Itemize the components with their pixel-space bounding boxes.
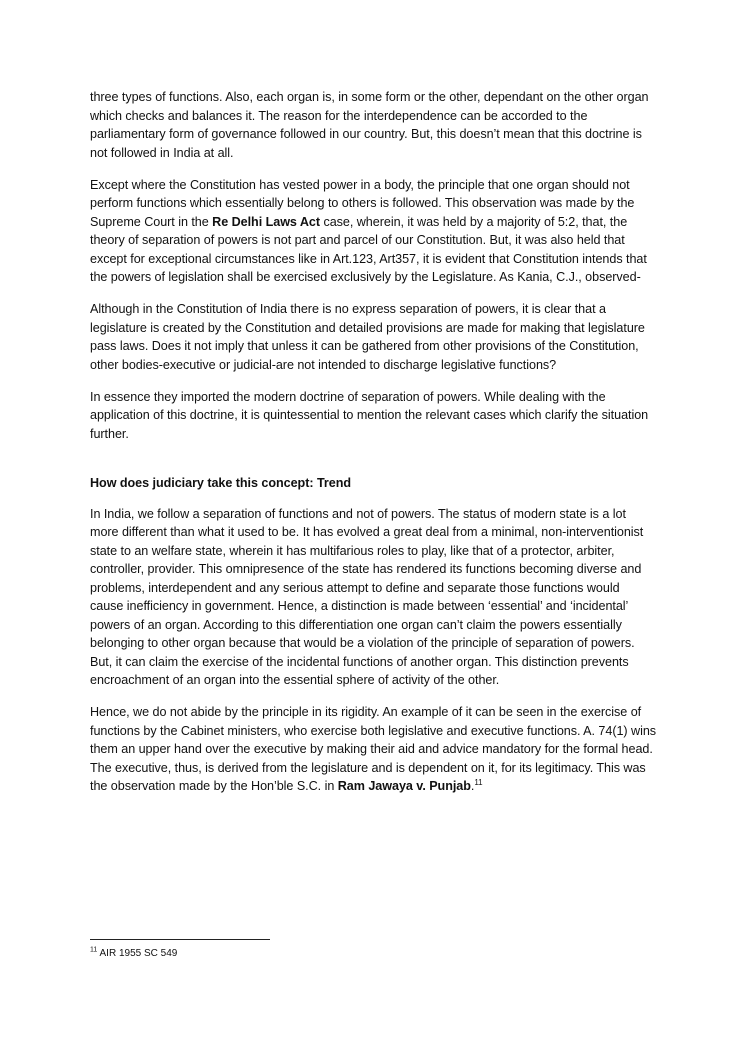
paragraph-delhi-laws-act xyxy=(90,176,656,287)
footnote-text: AIR 1955 SC 549 xyxy=(97,948,178,959)
case-name-ram-jawaya: Ram Jawaya v. Punjab xyxy=(337,779,471,793)
footnote-divider xyxy=(90,939,270,940)
section-heading: How does judiciary take this concept: Trend xyxy=(90,476,351,490)
paragraph-text: Hence, we do not abide by the principle in its rigidity. An example of it can be seen in the exercise of functions by the Cabinet ministers, who exercise both legislative and executive functions. A. 74(1) wins them an upper hand over the executive by making their aid and advice mandatory for the formal head. The executive, thus, is derived from the legislature and is dependent on it, for its legitimacy. This was the observation made by the Hon’ble S.C. in xyxy=(90,705,657,793)
paragraph-text: Except where the Constitution has vested power in a body, the principle that one organ should not perform functions which essentially belong to others is followed. This observation was made by the Supreme Court in the xyxy=(90,177,635,229)
case-name-re-delhi-laws-act: Re Delhi Laws Act xyxy=(212,214,321,229)
footnote-reference[interactable]: 11 xyxy=(474,777,483,787)
paragraph-functions-interdependence: three types of functions. Also, each organ is, in some form or the other, dependant on the other organ which checks and balances it. The reason for the interdependence can be accorded to the parliamentary form of governance followed in our country. But, this doesn’t mean that this doctrine is not followed in India at all. xyxy=(90,90,649,160)
paragraph-kania-quote: Although in the Constitution of India there is no express separation of powers, it is clear that a legislature is created by the Constitution and detailed provisions are made for making that legislature pass laws. Does it not imply that unless it can be gathered from other provisions of the Constitution, other bodies-executive or judicial-are not intended to discharge legislative functions? xyxy=(90,302,645,372)
paragraph-text: . xyxy=(470,779,475,793)
paragraph-text: case, wherein, it was held by a majority of 5:2, that, the theory of separation of powers is not part and parcel of our Constitution. But, it was also held that except for exceptional circumstances like in Art.123, Art357, it is evident that Constitution intends that the powers of legislation shall be exercised exclusively by the Legislature. As Kania, C.J., observed- xyxy=(90,214,647,284)
paragraph-cabinet-ministers xyxy=(90,703,656,796)
paragraph-modern-doctrine: In essence they imported the modern doctrine of separation of powers. While dealing with the application of this doctrine, it is quintessential to mention the relevant cases which clarify the situation further. xyxy=(90,389,649,441)
footnote xyxy=(90,947,177,960)
document-page xyxy=(90,88,656,809)
footnote-number: 11 xyxy=(90,946,98,954)
paragraph-separation-of-functions: In India, we follow a separation of functions and not of powers. The status of modern state is a lot more different than what it used to be. It has evolved a great deal from a minimal, non-interventionist state to an welfare state, wherein it has multifarious roles to play, like that of a protector, arbiter, controller, provider. This omnipresence of the state has rendered its functions becoming diverse and problems, interdependent and any serious attempt to define and separate those functions would cause inefficiency in government. Hence, a distinction is made between ‘essential’ and ‘incidental’ powers of an organ. According to this differentiation one organ can’t claim the powers essentially belonging to other organ because that would be a violation of the principle of separation of powers. But, it can claim the exercise of the incidental functions of another organ. This distinction prevents encroachment of an organ into the essential sphere of activity of the other. xyxy=(90,506,644,687)
